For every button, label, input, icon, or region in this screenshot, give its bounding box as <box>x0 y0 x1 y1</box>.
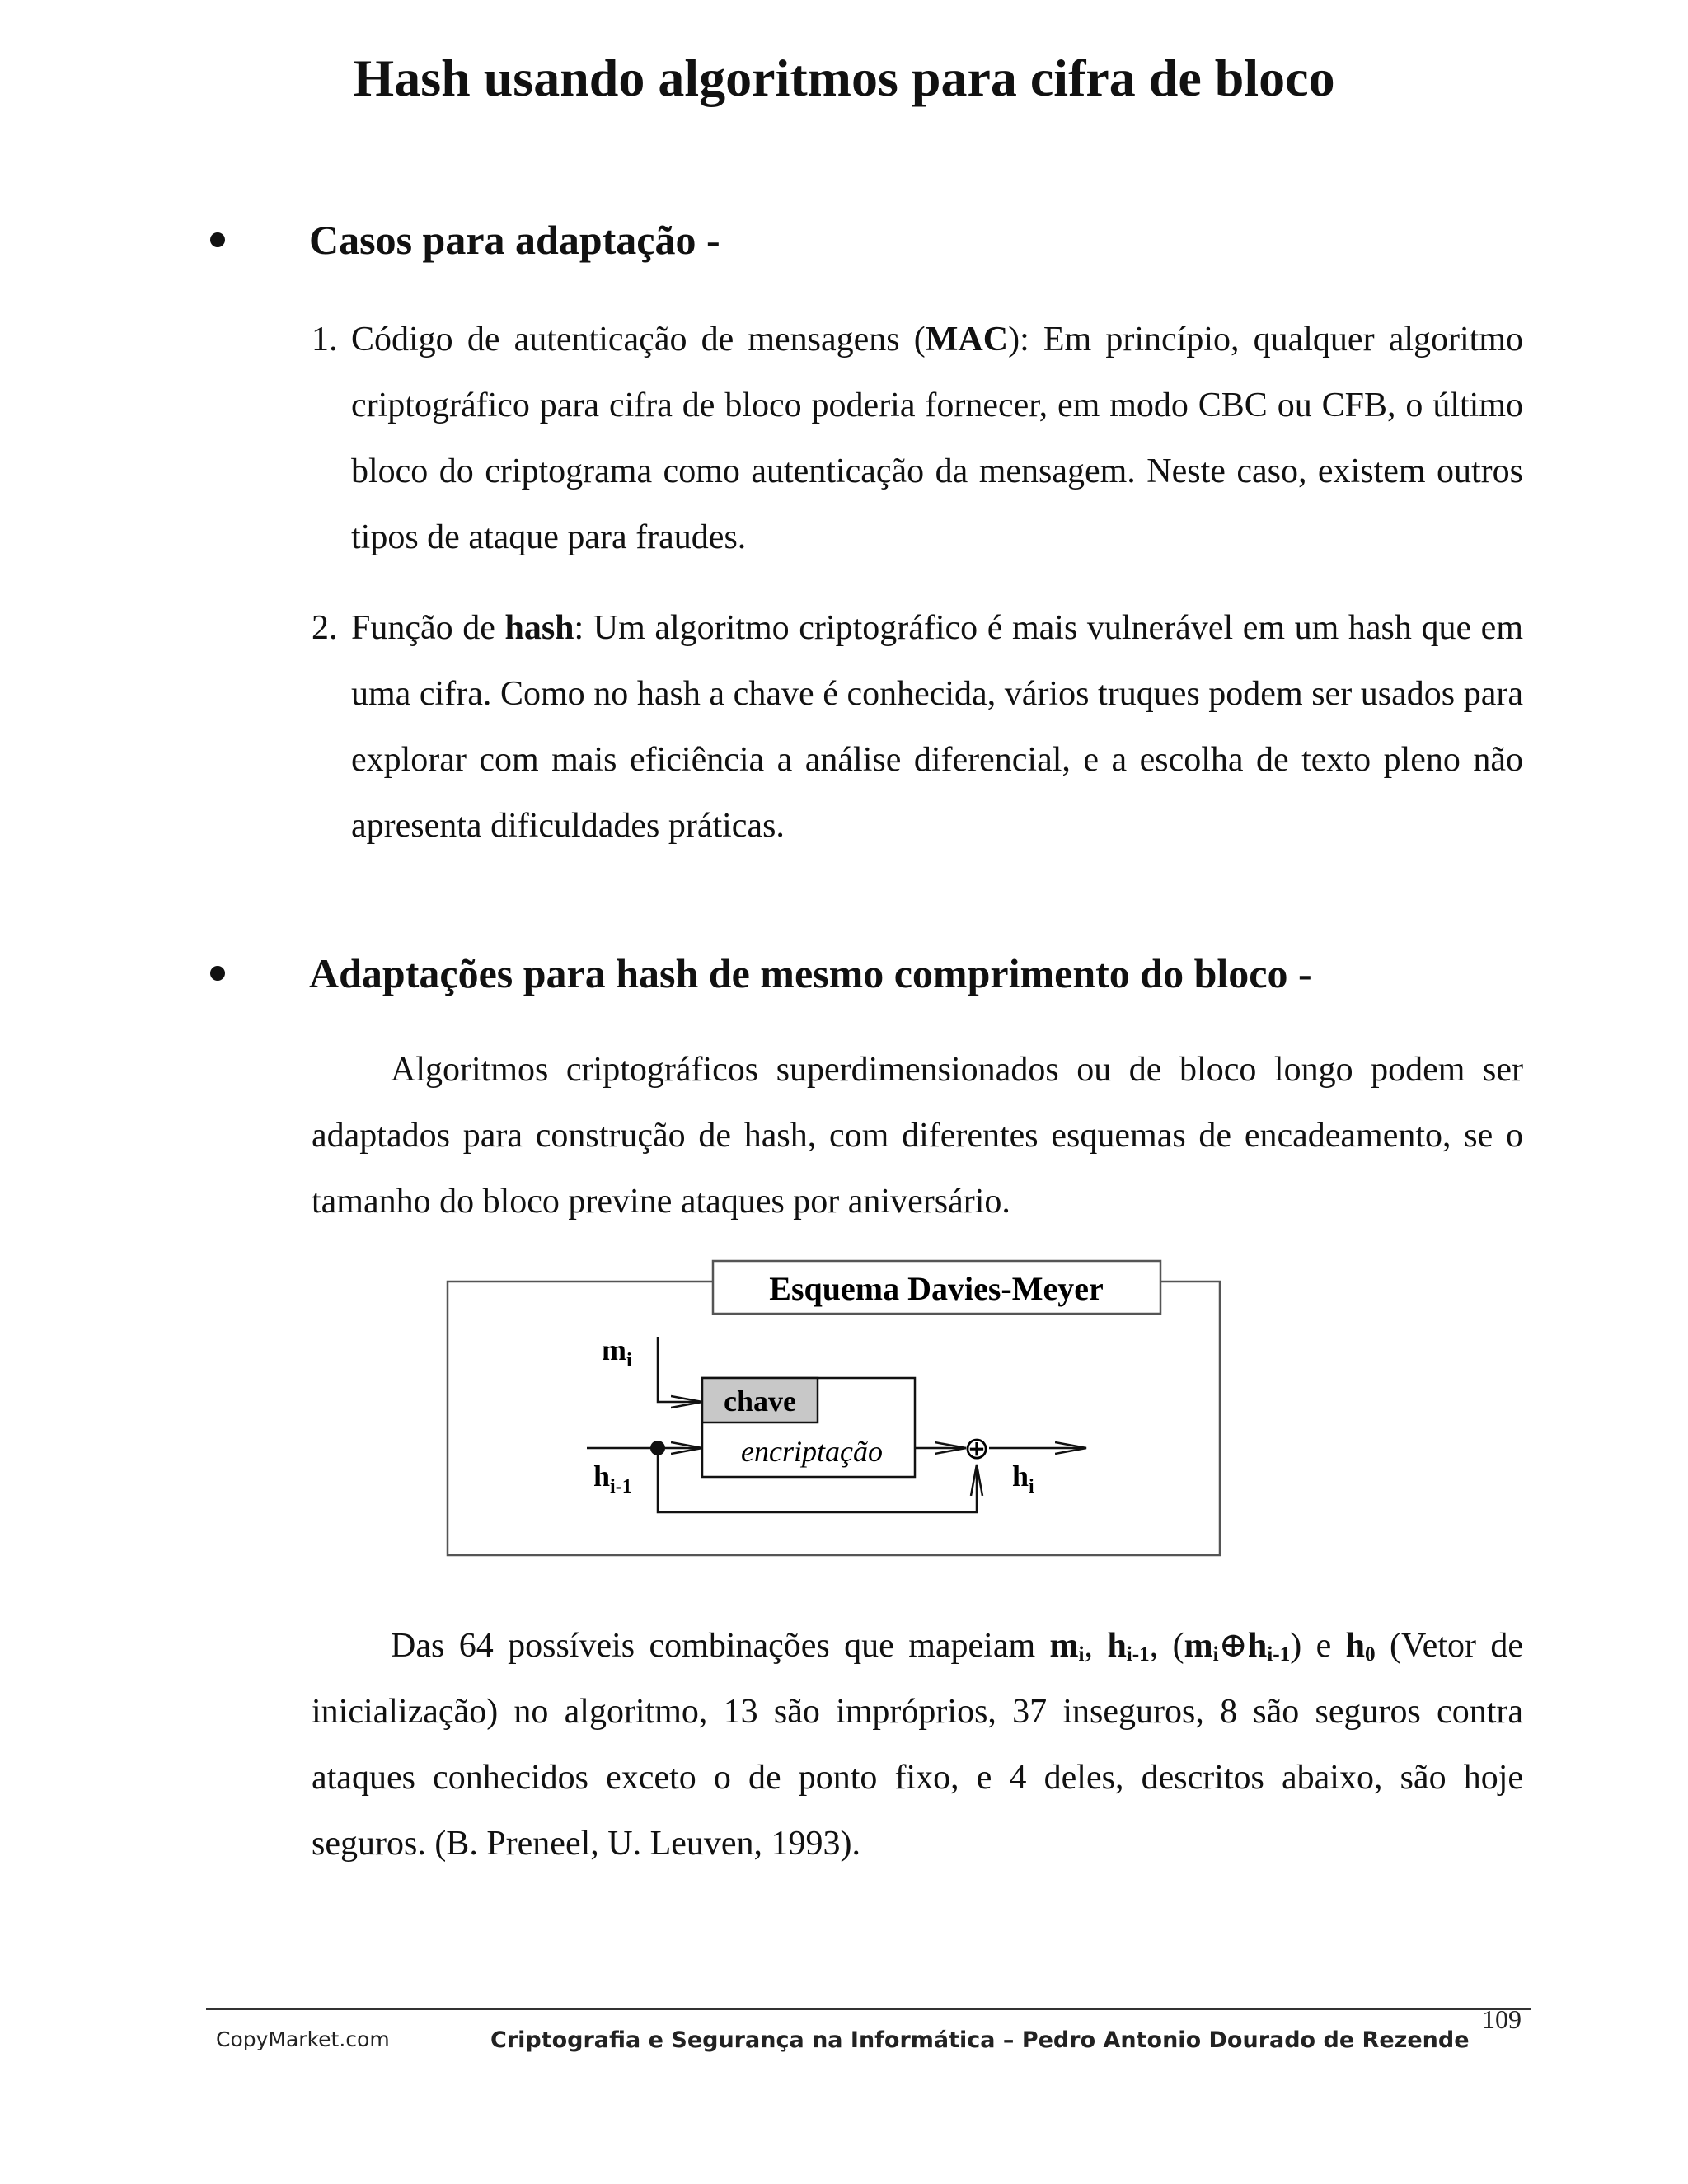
davies-meyer-diagram <box>445 1257 1228 1570</box>
paragraph-combinacoes <box>312 1613 1523 1877</box>
text-span: m <box>1184 1627 1213 1665</box>
h-out-label: $h_i$ <box>1012 1460 1034 1497</box>
text-span: h <box>1107 1627 1127 1665</box>
text-span: h <box>1247 1627 1268 1665</box>
text-span: ): Em princípio, qualquer algoritmo criptográfico para cifra de bloco poderia fornecer, em modo CBC ou CFB, o último bloco do criptograma como autenticação da mensagem. Neste caso, existem outros tipos de ataque para fraudes. <box>351 321 1523 556</box>
section-heading-adaptacoes: Adaptações para hash de mesmo comprimento do bloco - <box>309 950 1312 996</box>
m-i-arrow <box>658 1337 702 1402</box>
xor-icon: ⊕ <box>964 1430 990 1466</box>
xor-icon: ⊕ <box>1218 1627 1248 1665</box>
footer-publisher: CopyMarket.com <box>216 2027 390 2051</box>
text-sub: i-1 <box>1267 1643 1291 1666</box>
text-bold <box>1346 1627 1376 1665</box>
text-span: Função de <box>351 609 505 647</box>
text-span: Código de autenticação de mensagens ( <box>351 321 926 359</box>
m-i-label: $m_i$ <box>602 1333 632 1371</box>
list-item-text <box>351 595 1523 859</box>
text-span: , <box>1084 1627 1108 1665</box>
text-span: m <box>1049 1627 1079 1665</box>
section-adaptacoes <box>210 949 1312 997</box>
text-span: , ( <box>1149 1627 1184 1665</box>
list-item-number: 2. <box>312 609 338 647</box>
text-span: h <box>1345 1627 1365 1665</box>
text-sub: 0 <box>1365 1643 1376 1666</box>
text-bold <box>1050 1627 1085 1665</box>
footer-book-title: Criptografia e Segurança na Informática – Pedro Antonio Dourado de Rezende <box>490 2027 1470 2053</box>
diagram-title: Esquema Davies-Meyer <box>769 1270 1104 1307</box>
text-sub: i <box>1212 1643 1219 1666</box>
paragraph-adaptacoes: Algoritmos criptográficos superdimensionados ou de bloco longo podem ser adaptados para construção de hash, com diferentes esquemas de encadeamento, se o tamanho do bloco previne ataques por aniversário. <box>312 1051 1523 1221</box>
text-sub: i-1 <box>1126 1643 1150 1666</box>
text-span: (Vetor de inicialização) no algoritmo, 13 são impróprios, 37 inseguros, 8 são seguros contra ataques conhecidos exceto o de ponto fixo, e 4 deles, descritos abaixo, são hoje seguros. (B. Preneel, U. Leuven, 1993). <box>312 1627 1523 1863</box>
text-sub: i <box>1078 1643 1085 1666</box>
text-span: Das 64 possíveis combinações que mapeiam <box>391 1627 1050 1665</box>
section-heading-casos: Casos para adaptação - <box>309 217 720 263</box>
page-number: 109 <box>1482 2004 1522 2034</box>
text-span: ) e <box>1290 1627 1346 1665</box>
bullet-icon <box>210 232 225 247</box>
list-item <box>312 595 1523 859</box>
text-bold <box>1184 1627 1219 1665</box>
block-label: encriptação <box>741 1435 883 1468</box>
text-bold: MAC <box>925 321 1009 359</box>
list-item <box>312 307 1523 570</box>
text-span: : Um algoritmo criptográfico é mais vulnerável em um hash que em uma cifra. Como no hash a chave é conhecida, vários truques podem ser usados para explorar com mais eficiência a análise diferencial, e a escolha de texto pleno não apresenta dificuldades práticas. <box>351 609 1523 845</box>
footer-divider <box>206 2008 1531 2010</box>
page-title: Hash usando algoritmos para cifra de bloco <box>353 49 1335 107</box>
key-label: chave <box>724 1385 796 1418</box>
list-item-number: 1. <box>312 321 338 359</box>
section-casos <box>210 216 720 264</box>
h-prev-label: $h_{i-1}$ <box>593 1460 632 1497</box>
text-bold <box>1107 1627 1149 1665</box>
list-item-text <box>351 307 1523 570</box>
text-bold: hash <box>504 609 574 647</box>
bullet-icon <box>210 966 225 981</box>
text-bold <box>1248 1627 1290 1665</box>
